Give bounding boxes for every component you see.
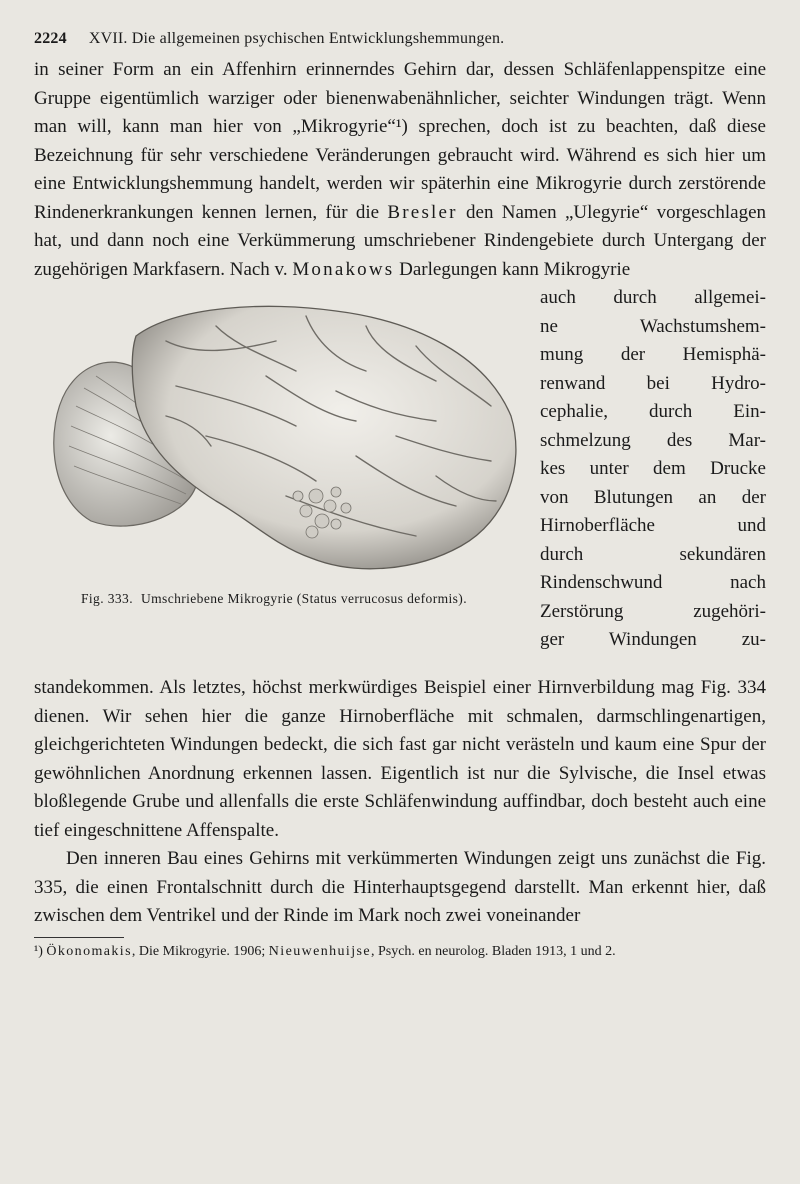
figure-333 [34,290,526,660]
footnote-author-2: Nieuwenhuijse [268,943,371,959]
wrap-text-line: auch durch allgemei- [540,287,766,308]
wrap-text-line: durch sekundären [540,543,766,565]
wrap-text-line: schmelzung des Mar- [540,429,766,451]
footnote: ¹) Ökonomakis, Die Mikrogyrie. 1906; Nieuwenhuijse, Psych. en neurolog. Bladen 1913, 1 und 2. [34,943,616,959]
wrap-text-line: cephalie, durch Ein- [540,401,766,422]
wrap-text-line: ne Wachstumshem- [540,315,766,337]
figure-label: Fig. 333. [81,591,133,606]
author-name-monakow: Monakows [292,258,395,280]
paragraph-3: Den inneren Bau eines Gehirns mit verkümmerten Windungen zeigt uns zunächst die Fig. 335, die einen Frontalschnitt durch die Hinterhauptsgegend darstellt. Man erkennt hier, daß zwischen dem Ventrikel und der Rinde im Mark noch zwei voneinander [34,848,766,926]
footnote-divider [34,937,124,938]
wrap-text-line: ger Windungen zu- [540,629,766,650]
wrap-text-line: Rindenschwund nach [540,572,766,593]
wrap-text-line: von Blutungen an der [540,486,766,508]
paragraph-1: in seiner Form an ein Affenhirn erinnerndes Gehirn dar, dessen Schläfenlappenspitze eine Gruppe eigentümlich warziger oder bienenwabenähnlicher, seichter Windungen trägt. Wenn man will, kann man hier von „Mikrogyrie“¹) sprechen, doch ist zu beachten, daß diese Bezeichnung für sehr verschiedene Veränderungen gebraucht wird. Während es sich hier um eine Entwicklungshemmung handelt, werden wir späterhin eine Mikrogyrie durch zerstörende Rindenerkrankungen kennen lernen, für die Bresler den Namen „Ulegyrie“ vorgeschlagen hat, und dann noch eine Verkümmerung umschriebener Rindengebiete durch Untergang der zugehörigen Markfasern. Nach v. Monakows Darlegungen kann Mikrogyrie [34,59,766,280]
wrap-text-line: Zerstörung zugehöri- [540,600,766,622]
footnote-author-1: Ökonomakis [46,943,132,959]
figure-block [34,284,766,674]
wrap-text-column [540,284,766,655]
page-number: 2224 [34,30,67,47]
figure-caption [34,590,514,608]
book-page [34,30,766,962]
paragraph-2: standekommen. Als letztes, höchst merkwürdiges Beispiel einer Hirnverbildung mag Fig. 334 dienen. Wir sehen hier die ganze Hirnoberfläche mit schmalen, darmschlingenartigen, gleichgerichteten Windungen bedeckt, die sich fast gar nicht verästeln und kaum eine Spur der gewöhnlichen Anordnung erkennen lassen. Eigentlich ist nur die Sylvische, die Insel etwas bloßlegende Grube und allenfalls die erste Schläfenwindung auffindbar, doch besteht auch eine tief eingeschnittene Affenspalte. [34,677,766,841]
author-name-bresler: Bresler [387,201,458,223]
wrap-text-line: Hirnoberfläche und [540,515,766,536]
wrap-text-line: mung der Hemisphä- [540,344,766,365]
running-title: XVII. Die allgemeinen psychischen Entwicklungshemmungen. [88,30,505,47]
wrap-text-line: kes unter dem Drucke [540,458,766,479]
figure-caption-text: Umschriebene Mikrogyrie (Status verrucosus deformis). [140,591,467,606]
brain-illustration [36,296,524,586]
running-header [34,30,766,48]
wrap-text-line: renwand bei Hydro- [540,372,766,394]
